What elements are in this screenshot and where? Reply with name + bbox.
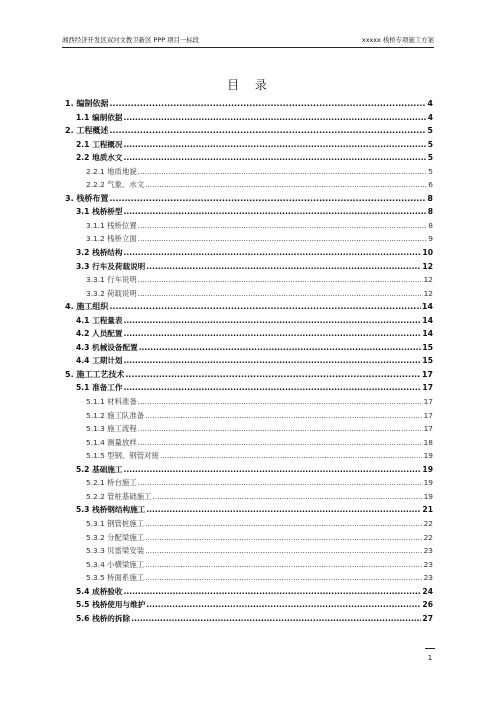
toc-leader-dots — [145, 178, 427, 192]
toc-leader-dots — [123, 151, 426, 165]
toc-entry-label: 5.1.4 测量放样 — [86, 437, 137, 447]
toc-entry-label: 5.4 成桥验收 — [76, 586, 123, 596]
toc-entry-label: 2. 工程概述 — [65, 126, 109, 136]
toc-entry[interactable] — [65, 612, 433, 626]
toc-entry[interactable] — [65, 531, 433, 545]
toc-entry[interactable] — [65, 300, 433, 314]
toc-entry-label: 4.3 机械设备配置 — [76, 342, 138, 352]
toc-entry[interactable] — [65, 585, 433, 599]
toc-leader-dots — [138, 273, 423, 287]
toc-leader-dots — [146, 598, 421, 612]
toc-entry[interactable] — [65, 151, 433, 165]
toc-leader-dots — [145, 517, 422, 531]
toc-leader-dots — [139, 341, 422, 355]
toc-entry[interactable] — [65, 246, 433, 260]
toc-entry[interactable] — [65, 97, 433, 111]
toc-entry-label: 5.1.3 施工流程 — [86, 424, 137, 434]
table-of-contents — [65, 97, 433, 625]
toc-entry[interactable] — [65, 260, 433, 274]
toc-entry-page: 21 — [422, 505, 433, 515]
header-document-name: xxxxx 栈桥专项施工方案 — [361, 36, 434, 44]
toc-entry-label: 5.1.2 施工队准备 — [86, 410, 145, 420]
toc-entry[interactable] — [65, 409, 433, 423]
toc-entry-page: 12 — [423, 288, 433, 298]
toc-leader-dots — [109, 300, 420, 314]
toc-entry-label: 5.3.3 贝雷梁安装 — [86, 546, 145, 556]
toc-entry-page: 15 — [422, 342, 433, 352]
toc-entry-page: 10 — [422, 248, 433, 258]
toc-entry-label: 3.3.2 荷载说明 — [86, 288, 137, 298]
toc-leader-dots — [123, 314, 421, 328]
toc-entry-label: 3.1 栈桥桥型 — [76, 207, 123, 217]
toc-entry-page: 23 — [423, 573, 433, 583]
toc-entry-label: 1.1 编制依据 — [76, 112, 123, 122]
toc-leader-dots — [138, 436, 423, 450]
toc-leader-dots — [146, 503, 421, 517]
toc-entry-label: 3.3.1 行车说明 — [86, 275, 137, 285]
toc-entry-label: 5.6 栈桥的拆除 — [76, 613, 131, 623]
toc-leader-dots — [138, 476, 423, 490]
toc-entry[interactable] — [65, 449, 433, 463]
toc-entry-label: 1. 编制依据 — [65, 99, 109, 108]
toc-entry[interactable] — [65, 381, 433, 395]
header-project-name: 湘西经济开发区双河文教卫新区 PPP 项目一标段 — [62, 36, 200, 44]
toc-entry-page: 12 — [423, 275, 433, 285]
toc-leader-dots — [109, 97, 426, 111]
toc-entry[interactable] — [65, 205, 433, 219]
toc-leader-dots — [123, 205, 426, 219]
toc-entry-page: 14 — [421, 302, 433, 312]
toc-leader-dots — [109, 124, 426, 138]
toc-leader-dots — [138, 165, 428, 179]
toc-entry-page: 19 — [423, 491, 433, 501]
toc-entry[interactable] — [65, 341, 433, 355]
toc-entry-page: 27 — [422, 613, 433, 623]
toc-leader-dots — [123, 138, 426, 152]
toc-entry[interactable] — [65, 395, 433, 409]
toc-entry-page: 17 — [423, 397, 433, 407]
toc-entry-label: 5.3 栈桥钢结构施工 — [76, 505, 146, 515]
toc-entry[interactable] — [65, 598, 433, 612]
toc-entry-page: 26 — [422, 600, 433, 610]
toc-entry-label: 5.2.2 管桩基础施工 — [86, 491, 152, 501]
toc-leader-dots — [123, 354, 421, 368]
toc-entry-page: 19 — [422, 464, 433, 474]
toc-entry-page: 8 — [427, 193, 433, 203]
toc-entry[interactable] — [65, 165, 433, 179]
toc-entry[interactable] — [65, 314, 433, 328]
toc-entry[interactable] — [65, 571, 433, 585]
toc-leader-dots — [123, 246, 421, 260]
toc-entry[interactable] — [65, 273, 433, 287]
toc-title: 目 录 — [227, 78, 273, 92]
toc-entry[interactable] — [65, 558, 433, 572]
toc-entry-page: 23 — [423, 546, 433, 556]
toc-entry-page: 5 — [427, 153, 433, 163]
toc-entry-label: 5.1 准备工作 — [76, 383, 123, 393]
toc-entry[interactable] — [65, 490, 433, 504]
toc-entry[interactable] — [65, 422, 433, 436]
toc-entry-page: 17 — [422, 383, 433, 393]
toc-entry-page: 22 — [423, 518, 433, 528]
toc-entry-label: 5.3.2 分配梁施工 — [86, 532, 145, 542]
toc-entry-page: 19 — [423, 478, 433, 488]
toc-leader-dots — [138, 232, 428, 246]
toc-entry[interactable] — [65, 436, 433, 450]
toc-entry[interactable] — [65, 287, 433, 301]
toc-entry[interactable] — [65, 354, 433, 368]
toc-entry-label: 3.1.2 栈桥立面 — [86, 234, 137, 244]
toc-entry-label: 2.1 工程概况 — [76, 139, 123, 149]
toc-entry-page: 12 — [422, 261, 433, 271]
toc-entry-page: 5 — [428, 166, 433, 176]
toc-leader-dots — [123, 327, 421, 341]
toc-entry-label: 5. 施工工艺技术 — [65, 369, 125, 379]
toc-entry-label: 5.2 基础施工 — [76, 464, 123, 474]
page-header — [62, 35, 434, 48]
toc-entry-label: 5.1.5 型钢、钢管对接 — [86, 451, 159, 461]
toc-leader-dots — [138, 219, 428, 233]
toc-entry-page: 5 — [427, 139, 433, 149]
toc-leader-dots — [160, 449, 423, 463]
toc-entry-page: 17 — [423, 410, 433, 420]
toc-leader-dots — [138, 395, 423, 409]
toc-leader-dots — [145, 531, 422, 545]
toc-entry[interactable] — [65, 503, 433, 517]
toc-entry[interactable] — [65, 111, 433, 125]
toc-entry-page: 4 — [427, 112, 433, 122]
toc-leader-dots — [138, 422, 423, 436]
toc-entry-label: 3.2 栈桥结构 — [76, 248, 123, 258]
toc-leader-dots — [123, 585, 421, 599]
toc-entry-label: 2.2 地质水文 — [76, 153, 123, 163]
toc-entry-page: 17 — [421, 369, 433, 379]
toc-entry-label: 2.2.1 地质地貌 — [86, 166, 137, 176]
toc-entry-label: 5.3.1 钢管桩施工 — [86, 518, 145, 528]
toc-leader-dots — [138, 287, 423, 301]
footer-rule — [425, 648, 435, 649]
toc-leader-dots — [145, 544, 422, 558]
toc-entry-page: 14 — [422, 315, 433, 325]
toc-leader-dots — [145, 571, 422, 585]
toc-entry-page: 22 — [423, 532, 433, 542]
toc-entry[interactable] — [65, 368, 433, 382]
toc-entry-label: 4. 施工组织 — [65, 302, 109, 312]
toc-entry-page: 9 — [428, 234, 433, 244]
toc-entry-page: 4 — [427, 99, 433, 108]
toc-leader-dots — [109, 192, 426, 206]
toc-leader-dots — [123, 381, 421, 395]
toc-entry-label: 5.3.4 小横梁施工 — [86, 559, 145, 569]
toc-entry-page: 23 — [423, 559, 433, 569]
toc-entry-page: 6 — [428, 180, 433, 190]
toc-entry[interactable] — [65, 476, 433, 490]
toc-entry[interactable] — [65, 463, 433, 477]
toc-entry-label: 5.2.1 桥台施工 — [86, 478, 137, 488]
toc-leader-dots — [153, 490, 423, 504]
toc-entry-page: 19 — [423, 451, 433, 461]
page-number: 1 — [427, 654, 433, 662]
toc-entry-label: 3.1.1 栈桥位置 — [86, 220, 137, 230]
toc-entry-page: 8 — [428, 220, 433, 230]
toc-entry-label: 2.2.2 气象、水文 — [86, 180, 145, 190]
toc-entry[interactable] — [65, 219, 433, 233]
toc-entry-label: 3.3 行车及荷载说明 — [76, 261, 146, 271]
toc-entry[interactable] — [65, 124, 433, 138]
toc-entry[interactable] — [65, 178, 433, 192]
toc-leader-dots — [146, 260, 421, 274]
toc-entry-label: 5.1.1 材料准备 — [86, 397, 137, 407]
toc-entry-page: 5 — [427, 126, 433, 136]
toc-entry-page: 14 — [422, 329, 433, 339]
toc-entry[interactable] — [65, 192, 433, 206]
toc-entry-label: 3. 栈桥布置 — [65, 193, 109, 203]
toc-entry[interactable] — [65, 544, 433, 558]
toc-entry-page: 24 — [422, 586, 433, 596]
toc-entry-page: 18 — [423, 437, 433, 447]
toc-entry[interactable] — [65, 327, 433, 341]
toc-entry[interactable] — [65, 138, 433, 152]
toc-leader-dots — [125, 368, 420, 382]
toc-leader-dots — [131, 612, 421, 626]
toc-entry-label: 4.4 工期计划 — [76, 356, 123, 366]
toc-leader-dots — [145, 558, 422, 572]
toc-entry-label: 5.3.5 桥面系施工 — [86, 573, 145, 583]
toc-entry[interactable] — [65, 232, 433, 246]
toc-entry-page: 15 — [422, 356, 433, 366]
toc-entry-page: 8 — [427, 207, 433, 217]
toc-entry[interactable] — [65, 517, 433, 531]
toc-entry-label: 4.2 人员配置 — [76, 329, 123, 339]
toc-leader-dots — [123, 463, 421, 477]
toc-entry-page: 17 — [423, 424, 433, 434]
toc-leader-dots — [145, 409, 422, 423]
toc-entry-label: 4.1 工程量表 — [76, 315, 123, 325]
toc-entry-label: 5.5 栈桥使用与维护 — [76, 600, 146, 610]
toc-leader-dots — [123, 111, 426, 125]
